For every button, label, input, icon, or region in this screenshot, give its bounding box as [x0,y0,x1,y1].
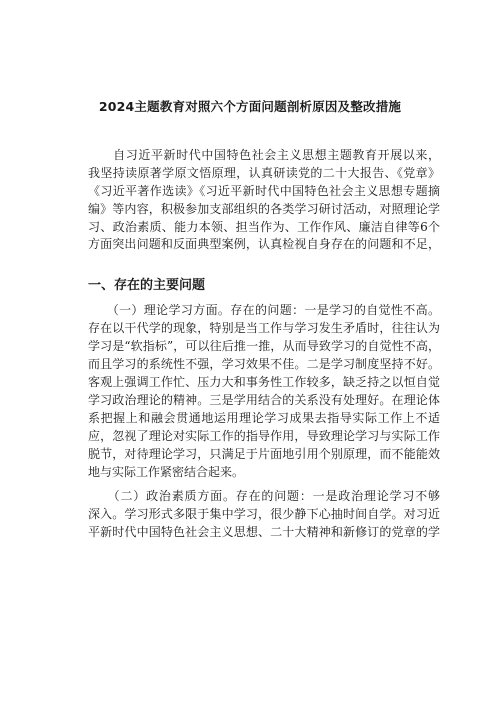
section-heading: 一、存在的主要问题 [88,278,206,293]
document-title: 2024主题教育对照六个方面问题剖析原因及整改措施 [98,99,402,114]
intro-line: 方面突出问题和反面典型案例，认真检视自身存在的问题和不足， [88,237,440,251]
paragraph-line: 客观上强调工作忙、压力大和事务性工作较多，缺乏持之以恒自觉 [88,375,440,389]
paragraph-line: 而且学习的系统性不强，学习效果不佳。二是学习制度坚持不好。 [88,357,440,371]
intro-line: 编》等内容，积极参加支部组织的各类学习研讨活动，对照理论学 [88,202,440,216]
paragraph-line: 存在以干代学的现象，特别是当工作与学习发生矛盾时，往往认为 [88,321,440,335]
paragraph-line: 应，忽视了理论对实际工作的指导作用，导致理论学习与实际工作 [88,429,440,443]
intro-line: 我坚持读原著学原文悟原理，认真研读党的二十大报告、《党章》 [88,166,440,180]
paragraph-line: 脱节，对待理论学习，只满足于片面地引用个别原理，而不能能效 [88,447,440,461]
intro-line: 《习近平著作选读》《习近平新时代中国特色社会主义思想专题摘 [88,184,440,198]
paragraph-line: 学习是“软指标”，可以往后推一推，从而导致学习的自觉性不高， [88,339,440,353]
paragraph-line: 地与实际工作紧密结合起来。 [88,465,245,479]
paragraph-line: 学习政治理论的精神。三是学用结合的关系没有处理好。在理论体 [88,393,440,407]
intro-line: 习、政治素质、能力本领、担当作为、工作作风、廉洁自律等6个 [88,220,440,234]
paragraph-line: 深入。学习形式多限于集中学习，很少静下心抽时间自学。对习近 [88,507,440,521]
intro-line: 自习近平新时代中国特色社会主义思想主题教育开展以来， [88,148,440,162]
paragraph-line: 平新时代中国特色社会主义思想、二十大精神和新修订的党章的学 [88,525,440,539]
paragraph-line: 系把握上和融会贯通地运用理论学习成果去指导实际工作上不适 [88,411,440,425]
paragraph-line: （一）理论学习方面。存在的问题：一是学习的自觉性不高。 [88,303,440,317]
paragraph-line: （二）政治素质方面。存在的问题：一是政治理论学习不够 [88,489,440,503]
